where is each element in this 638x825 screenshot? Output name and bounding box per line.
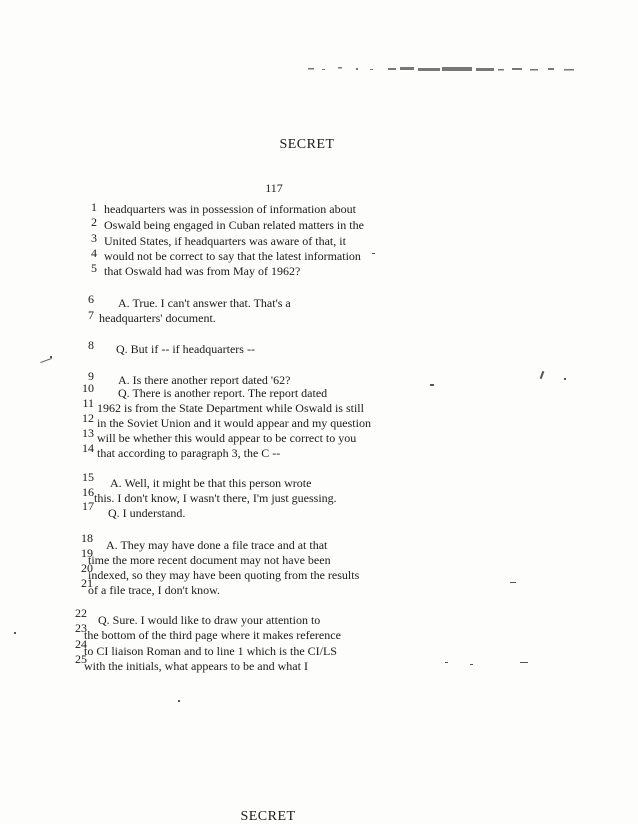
line-number: 3 — [91, 231, 97, 245]
line-text: A. True. I can't answer that. That's a — [118, 296, 291, 310]
line-text: A. Well, it might be that this person wrote — [110, 476, 312, 490]
scan-speck — [372, 253, 375, 254]
line-text: headquarters' document. — [99, 311, 216, 325]
line-text: United States, if headquarters was aware of that, it — [104, 234, 346, 248]
scan-speck — [564, 378, 566, 380]
line-number: 22 — [75, 606, 87, 620]
line-number: 2 — [91, 215, 97, 229]
line-text: 1962 is from the State Department while Oswald is still — [97, 401, 364, 415]
line-number: 6 — [88, 292, 94, 306]
line-text: this. I don't know, I wasn't there, I'm just guessing. — [94, 491, 337, 505]
line-number: 12 — [82, 411, 94, 425]
line-number: 16 — [82, 485, 94, 499]
line-text: will be whether this would appear to be correct to you — [97, 431, 357, 445]
line-text: to CI liaison Roman and to line 1 which is the CI/LS — [84, 644, 337, 658]
line-text: of a file trace, I don't know. — [88, 583, 220, 597]
scan-speck — [470, 664, 473, 665]
scan-speck — [178, 700, 180, 702]
line-number: 23 — [75, 621, 87, 635]
line-number: 8 — [88, 338, 94, 352]
line-number: 13 — [82, 426, 94, 440]
line-text: in the Soviet Union and it would appear and my question — [97, 416, 371, 430]
line-number: 17 — [82, 499, 94, 513]
line-text: that Oswald had was from May of 1962? — [104, 264, 301, 278]
line-text: that according to paragraph 3, the C -- — [97, 446, 281, 460]
scan-speck — [14, 632, 16, 634]
line-number: 1 — [91, 200, 97, 214]
page-number: 117 — [265, 181, 283, 195]
line-text: Q. But if -- if headquarters -- — [116, 342, 255, 356]
line-text: the bottom of the third page where it makes reference — [84, 628, 341, 642]
line-number: 14 — [82, 441, 94, 455]
line-text: Q. There is another report. The report dated — [118, 386, 328, 400]
line-number: 21 — [81, 576, 93, 590]
line-text: Q. I understand. — [108, 506, 186, 520]
line-number: 24 — [75, 637, 87, 651]
line-number: 20 — [81, 561, 93, 575]
line-text: Q. Sure. I would like to draw your attention to — [98, 613, 321, 627]
line-number: 11 — [82, 396, 94, 410]
line-text: with the initials, what appears to be and what I — [84, 659, 308, 673]
scan-speck — [430, 384, 434, 386]
line-number: 25 — [75, 652, 87, 666]
line-text: headquarters was in possession of information about — [104, 202, 356, 216]
scan-speck — [510, 582, 516, 583]
scan-speck — [520, 662, 528, 663]
line-text: Oswald being engaged in Cuban related matters in the — [104, 218, 364, 232]
line-text: A. They may have done a file trace and at that — [106, 538, 328, 552]
classification-footer: SECRET — [240, 809, 296, 824]
line-text: would not be correct to say that the latest information — [104, 249, 361, 263]
line-number: 5 — [91, 261, 97, 275]
line-number: 7 — [88, 308, 94, 322]
scan-speck — [445, 662, 448, 663]
scan-speck — [50, 356, 52, 358]
line-number: 18 — [81, 531, 93, 545]
line-text: time the more recent document may not have been — [88, 553, 331, 567]
line-number: 10 — [82, 381, 94, 395]
line-text: A. Is there another report dated '62? — [118, 373, 291, 387]
classification-header: SECRET — [279, 137, 335, 152]
line-number: 4 — [91, 246, 97, 260]
line-text: indexed, so they may have been quoting from the results — [88, 568, 360, 582]
line-number: 15 — [82, 470, 94, 484]
line-number: 9 — [88, 369, 94, 383]
line-number: 19 — [81, 546, 93, 560]
